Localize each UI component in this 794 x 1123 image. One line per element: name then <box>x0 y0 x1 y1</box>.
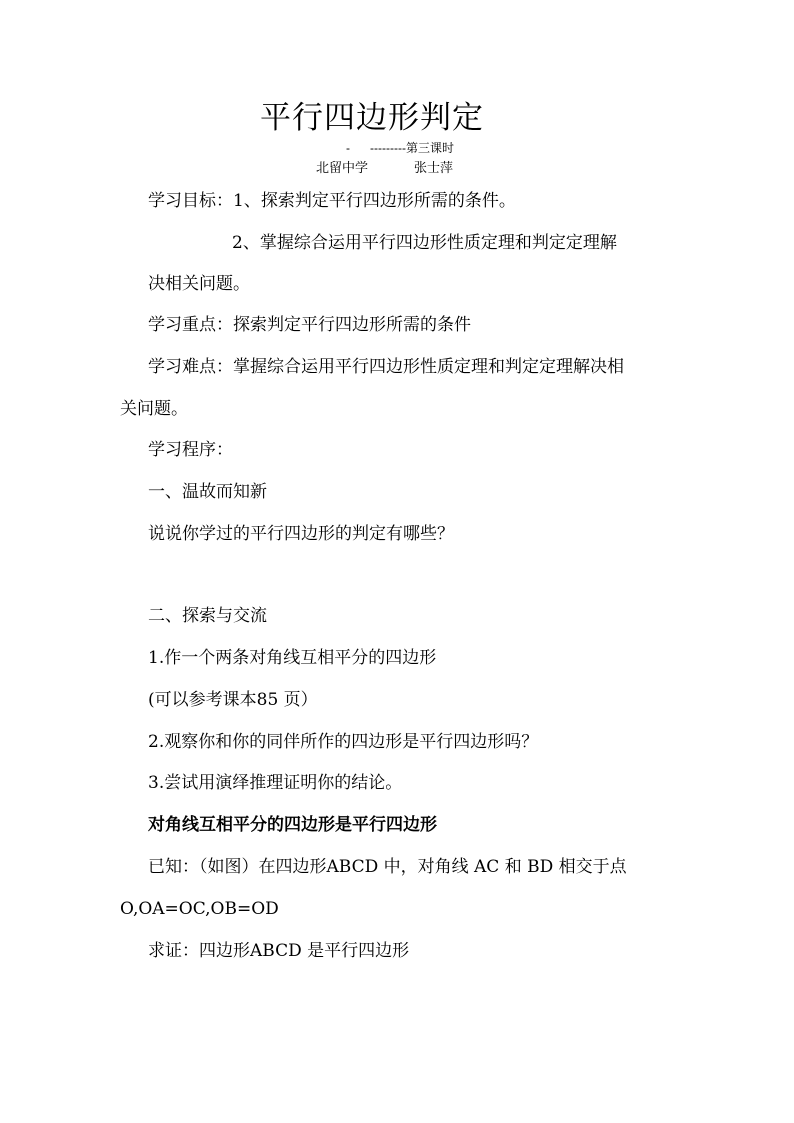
review-question: 说说你学过的平行四边形的判定有哪些？ <box>148 524 454 544</box>
subtitle-dash: - <box>346 141 350 155</box>
section-heading-1: 一、温故而知新 <box>148 482 267 502</box>
teacher-name: 张士萍 <box>414 160 454 175</box>
given-line-1: 已知：（如图）在四边形ABCD 中，对角线 AC 和 BD 相交于点 <box>148 857 627 877</box>
step-1: 1.作一个两条对角线互相平分的四边形 <box>148 648 437 668</box>
difficulty-line-2: 关问题。 <box>120 399 188 419</box>
document-title: 平行四边形判定 <box>260 100 484 136</box>
step-3: 3.尝试用演绎推理证明你的结论。 <box>148 773 403 793</box>
theorem-statement: 对角线互相平分的四边形是平行四边形 <box>148 815 437 835</box>
procedure-heading: 学习程序： <box>148 440 233 460</box>
lesson-subtitle <box>346 140 454 156</box>
learning-objective-line-1 <box>148 190 516 212</box>
learning-objective-line-3: 决相关问题。 <box>148 274 250 294</box>
step-2: 2.观察你和你的同伴所作的四边形是平行四边形吗？ <box>148 732 539 752</box>
difficulty-line-1: 学习难点：掌握综合运用平行四边形性质定理和判定定理解决相 <box>148 357 624 377</box>
objective-item-1: 1、探索判定平行四边形所需的条件。 <box>233 191 516 211</box>
step-1-note: (可以参考课本85 页） <box>148 690 318 710</box>
section-heading-2: 二、探索与交流 <box>148 606 267 626</box>
subtitle-lesson-number: ---------第三课时 <box>370 141 454 155</box>
school-name: 北留中学 <box>316 160 369 175</box>
given-line-2: O,OA=OC,OB=OD <box>120 899 279 919</box>
author-line <box>316 159 453 177</box>
learning-objective-line-2: 2、掌握综合运用平行四边形性质定理和判定定理解 <box>232 233 617 253</box>
prove-line: 求证：四边形ABCD 是平行四边形 <box>148 941 410 961</box>
key-point-line: 学习重点：探索判定平行四边形所需的条件 <box>148 315 471 335</box>
objective-label: 学习目标： <box>148 191 233 211</box>
